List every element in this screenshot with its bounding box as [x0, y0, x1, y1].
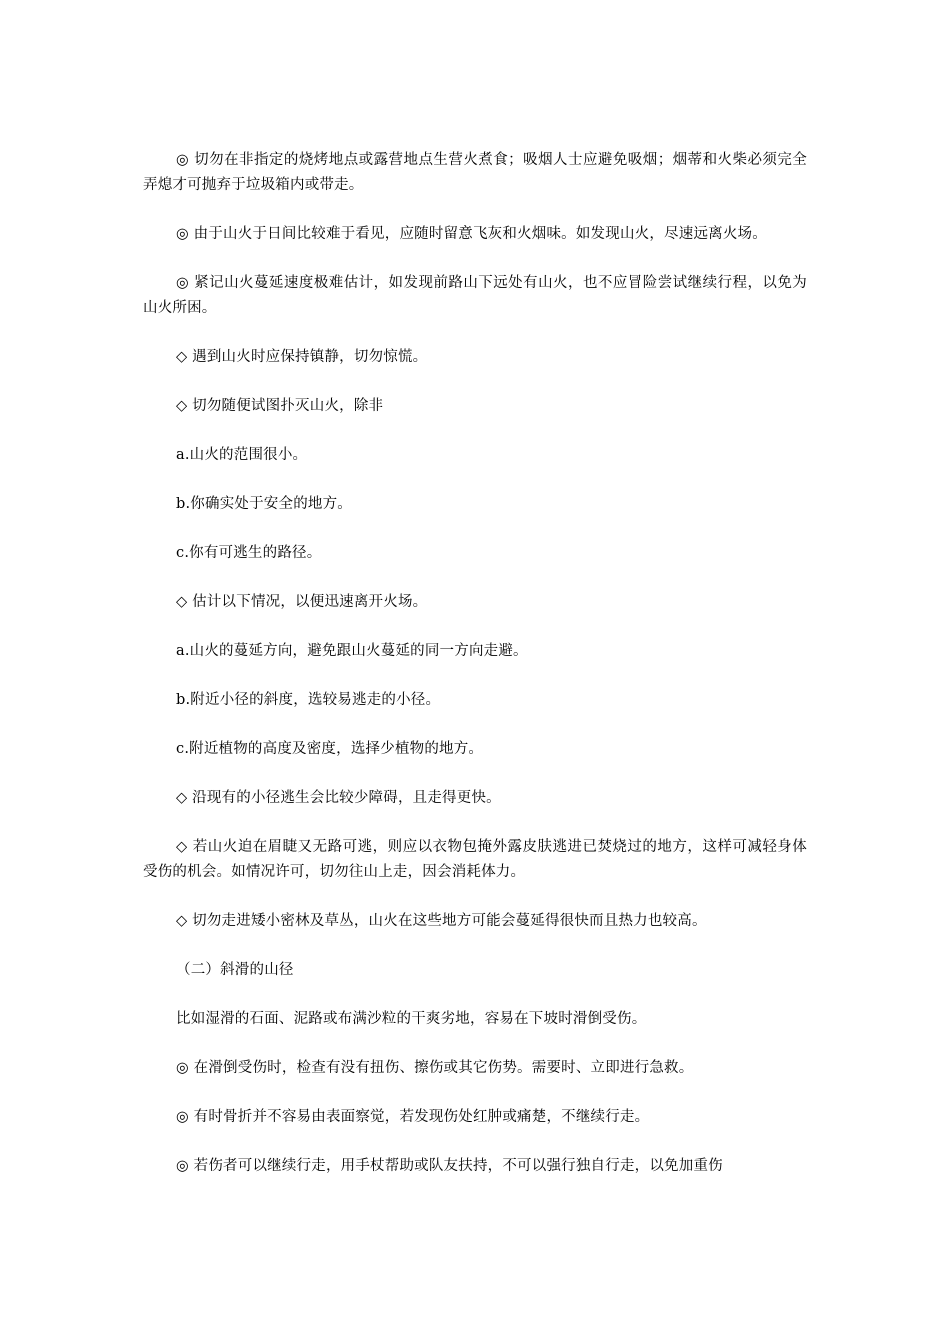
paragraph-assess-situation: ◇ 估计以下情况，以便迅速离开火场。: [176, 594, 428, 610]
list-item-escape-route: c.你有可逃生的路径。: [176, 545, 322, 561]
list-item-fire-direction: a.山火的蔓延方向，避免跟山火蔓延的同一方向走避。: [176, 643, 528, 659]
list-item-vegetation: c.附近植物的高度及密度，选择少植物的地方。: [176, 741, 484, 757]
paragraph-no-escape-advice: ◇ 若山火迫在眉睫又无路可逃，则应以衣物包掩外露皮肤逃进已焚烧过的地方，这样可减轻身体受伤的机会。如情况许可，切勿往山上走，因会消耗体力。: [143, 839, 807, 880]
paragraph-do-not-fight-fire: ◇ 切勿随便试图扑灭山火，除非: [176, 398, 384, 414]
paragraph-stay-calm: ◇ 遇到山火时应保持镇静，切勿惊慌。: [176, 349, 428, 365]
list-item-small-fire: a.山火的范围很小。: [176, 447, 308, 463]
paragraph-daytime-fire-watch: ◎ 由于山火于日间比较难于看见，应随时留意飞灰和火烟味。如发现山火，尽速远离火场。: [176, 226, 767, 242]
list-item-path-slope: b.附近小径的斜度，选较易逃走的小径。: [176, 692, 441, 708]
paragraph-check-injuries: ◎ 在滑倒受伤时，检查有没有扭伤、擦伤或其它伤势。需要时、立即进行急救。: [176, 1060, 694, 1076]
paragraph-assisted-walking: ◎ 若伤者可以继续行走，用手杖帮助或队友扶持，不可以强行独自行走，以免加重伤: [176, 1158, 723, 1174]
paragraph-fire-cooking-warning: ◎ 切勿在非指定的烧烤地点或露营地点生营火煮食；吸烟人士应避免吸烟；烟蒂和火柴必须完全弄熄才可抛弃于垃圾箱内或带走。: [143, 152, 807, 193]
section-heading-slippery-trail: （二）斜滑的山径: [176, 962, 294, 978]
list-item-safe-place: b.你确实处于安全的地方。: [176, 496, 352, 512]
document-body: [143, 148, 807, 1203]
paragraph-use-existing-path: ◇ 沿现有的小径逃生会比较少障碍，且走得更快。: [176, 790, 501, 806]
paragraph-fracture-warning: ◎ 有时骨折并不容易由表面察觉，若发现伤处红肿或痛楚，不继续行走。: [176, 1109, 650, 1125]
paragraph-fire-spread-warning: ◎ 紧记山火蔓延速度极难估计，如发现前路山下远处有山火，也不应冒险尝试继续行程，以免为山火所困。: [143, 275, 807, 316]
paragraph-avoid-shrubland: ◇ 切勿走进矮小密林及草丛，山火在这些地方可能会蔓延得很快而且热力也较高。: [176, 913, 707, 929]
paragraph-slippery-surfaces: 比如湿滑的石面、泥路或布满沙粒的干爽劣地，容易在下坡时滑倒受伤。: [176, 1011, 647, 1027]
